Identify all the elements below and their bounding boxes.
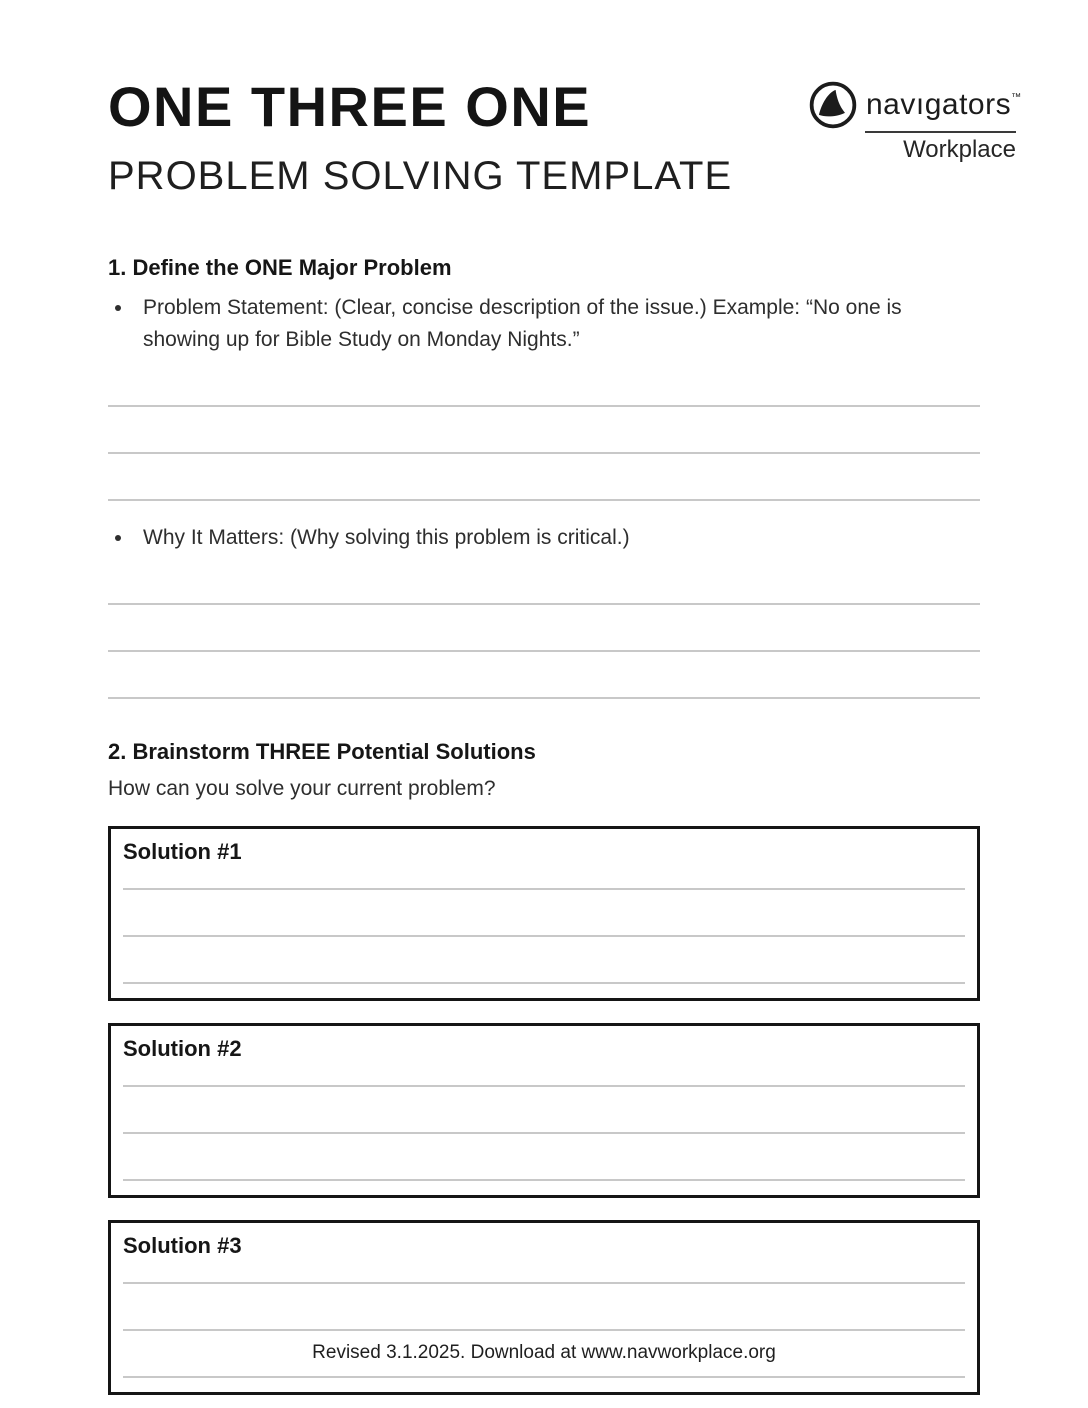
writing-line [123, 1134, 965, 1181]
trademark-symbol: ™ [1011, 92, 1022, 103]
navigators-workplace-logo [808, 80, 1022, 164]
section-2-heading: 2. Brainstorm THREE Potential Solutions [108, 738, 536, 764]
section-brainstorm-solutions [108, 739, 980, 1395]
solution-1-label: Solution #1 [123, 838, 242, 864]
writing-line [123, 865, 965, 890]
logo-divider [865, 131, 1016, 133]
writing-line [123, 890, 965, 937]
writing-line [108, 360, 980, 407]
navigators-sail-icon [808, 80, 858, 130]
writing-line [108, 652, 980, 699]
solution-box-3 [108, 1220, 980, 1395]
section-define-problem [108, 255, 980, 699]
section-1-heading: 1. Define the ONE Major Problem [108, 254, 452, 280]
bullet-list [108, 292, 980, 356]
bullet-list [108, 522, 980, 554]
writing-line [108, 407, 980, 454]
footer-revision-note: Revised 3.1.2025. Download at www.navworkplace.org [312, 1342, 776, 1363]
logo-sub-brand: Workplace [903, 136, 1016, 163]
solution-2-label: Solution #2 [123, 1035, 242, 1061]
writing-line [108, 605, 980, 652]
writing-lines [108, 558, 980, 699]
writing-line [108, 454, 980, 501]
writing-line [123, 1259, 965, 1284]
solution-3-label: Solution #3 [123, 1232, 242, 1258]
solution-box-1 [108, 826, 980, 1001]
bullet-problem-statement: • Problem Statement: (Clear, concise description of the issue.) Example: “No one is showing up for Bible Study on Monday Nights.” [134, 292, 943, 356]
page-subtitle: PROBLEM SOLVING TEMPLATE [108, 153, 733, 198]
brand-wordmark: navıgators™ [866, 88, 1022, 121]
solution-box-2 [108, 1023, 980, 1198]
writing-line [123, 1087, 965, 1134]
writing-line [123, 1284, 965, 1331]
writing-line [123, 1062, 965, 1087]
writing-line [123, 937, 965, 984]
page-title: ONE THREE ONE [108, 75, 592, 138]
bullet-why-it-matters: • Why It Matters: (Why solving this problem is critical.) [134, 522, 943, 554]
writing-line [108, 558, 980, 605]
section-2-subheading: How can you solve your current problem? [108, 776, 496, 800]
writing-lines [108, 360, 980, 501]
